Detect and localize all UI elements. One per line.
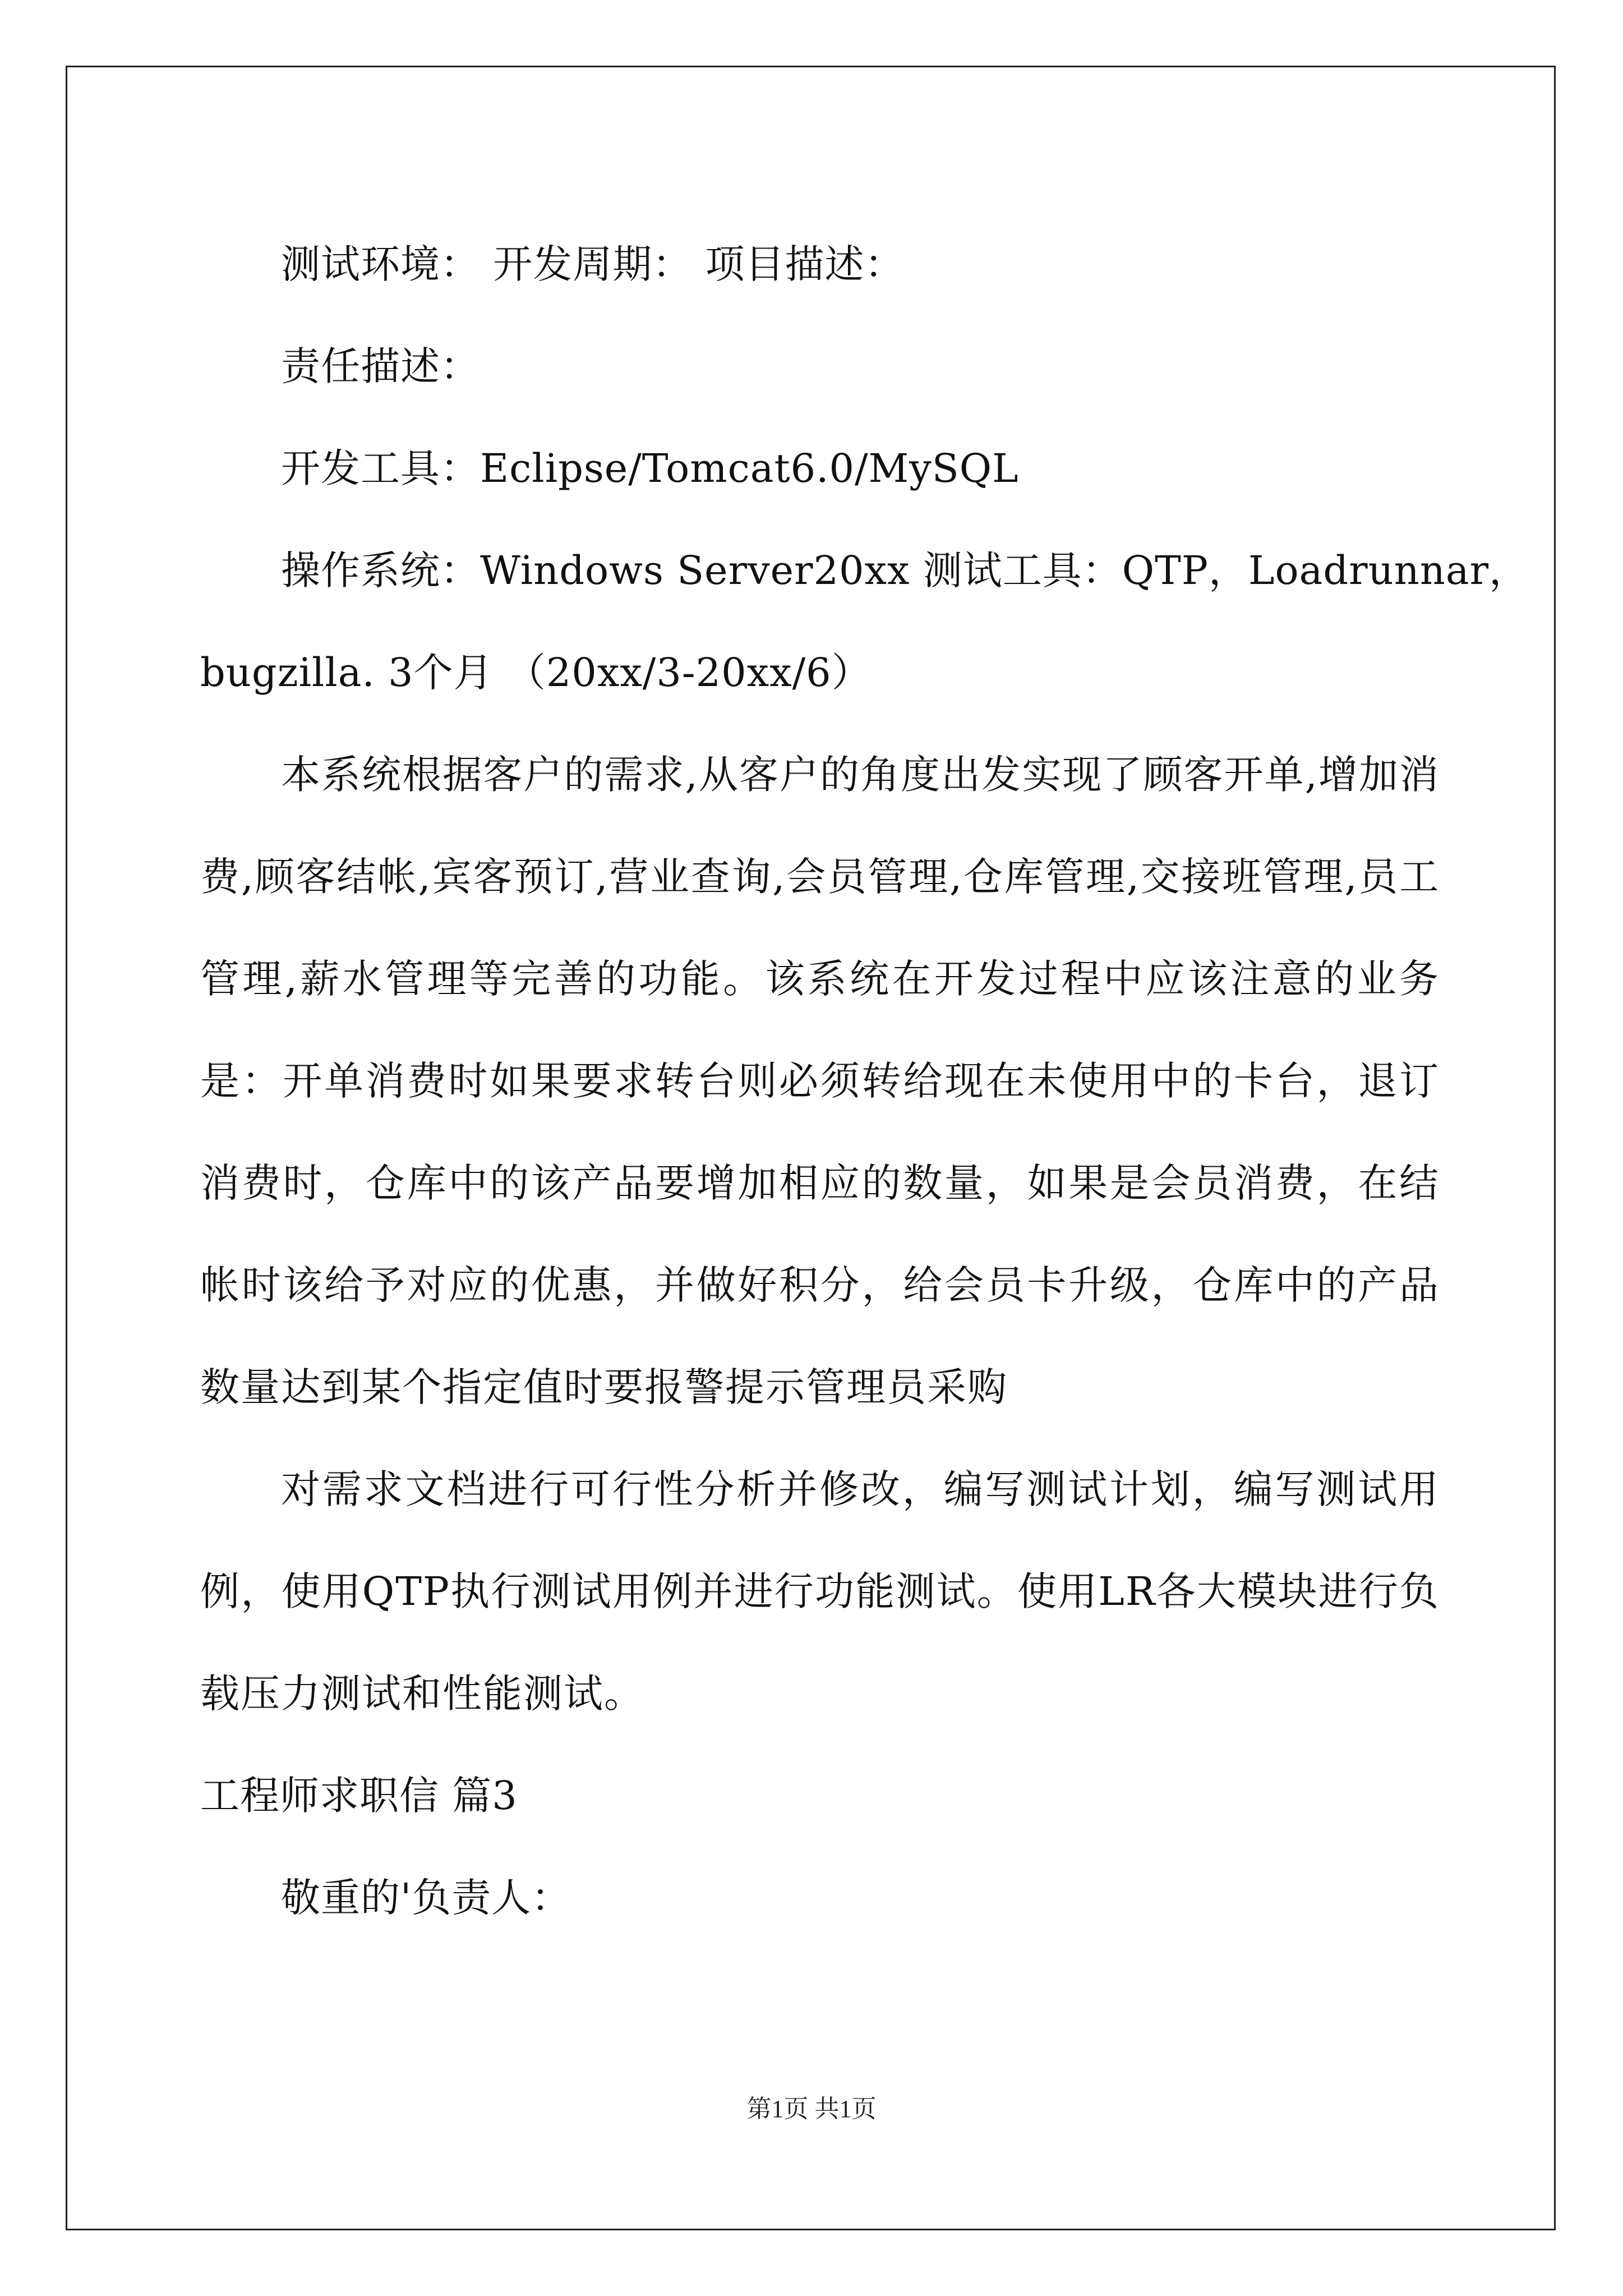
project-description-paragraph: 本系统根据客户的需求,从客户的角度出发实现了顾客开单,增加消费,顾客结帐,宾客预订,营业查询,会员管理,仓库管理,交接班管理,员工管理,薪水管理等完善的功能。该系统在开发过程中应该注意的业务是：开单消费时如果要求转台则必须转给现在未使用中的卡台，退订消费时，仓库中的该产品要增加相应的数量，如果是会员消费，在结帐时该给予对应的优惠，并做好积分，给会员卡升级，仓库中的产品数量达到某个指定值时要报警提示管理员采购 xyxy=(200,752,1440,1410)
document-body xyxy=(200,213,1529,1949)
info-line-responsibility: 责任描述： xyxy=(281,343,480,389)
page-footer: 第1页 共1页 xyxy=(746,2095,877,2123)
section-heading: 工程师求职信 篇3 xyxy=(200,1773,518,1819)
info-line-duration: bugzilla. 3个月 （20xx/3-20xx/6） xyxy=(200,650,872,696)
info-line-environment: 测试环境： 开发周期： 项目描述： xyxy=(281,241,905,287)
responsibility-paragraph: 对需求文档进行可行性分析并修改，编写测试计划，编写测试用例，使用QTP执行测试用例并进行功能测试。使用LR各大模块进行负载压力测试和性能测试。 xyxy=(200,1466,1440,1717)
info-line-os: 操作系统：Windows Server20xx 测试工具：QTP，Loadrunnar， xyxy=(281,547,1529,593)
salutation: 敬重的'负责人： xyxy=(281,1875,571,1921)
info-line-dev-tools: 开发工具：Eclipse/Tomcat6.0/MySQL xyxy=(281,445,1019,491)
